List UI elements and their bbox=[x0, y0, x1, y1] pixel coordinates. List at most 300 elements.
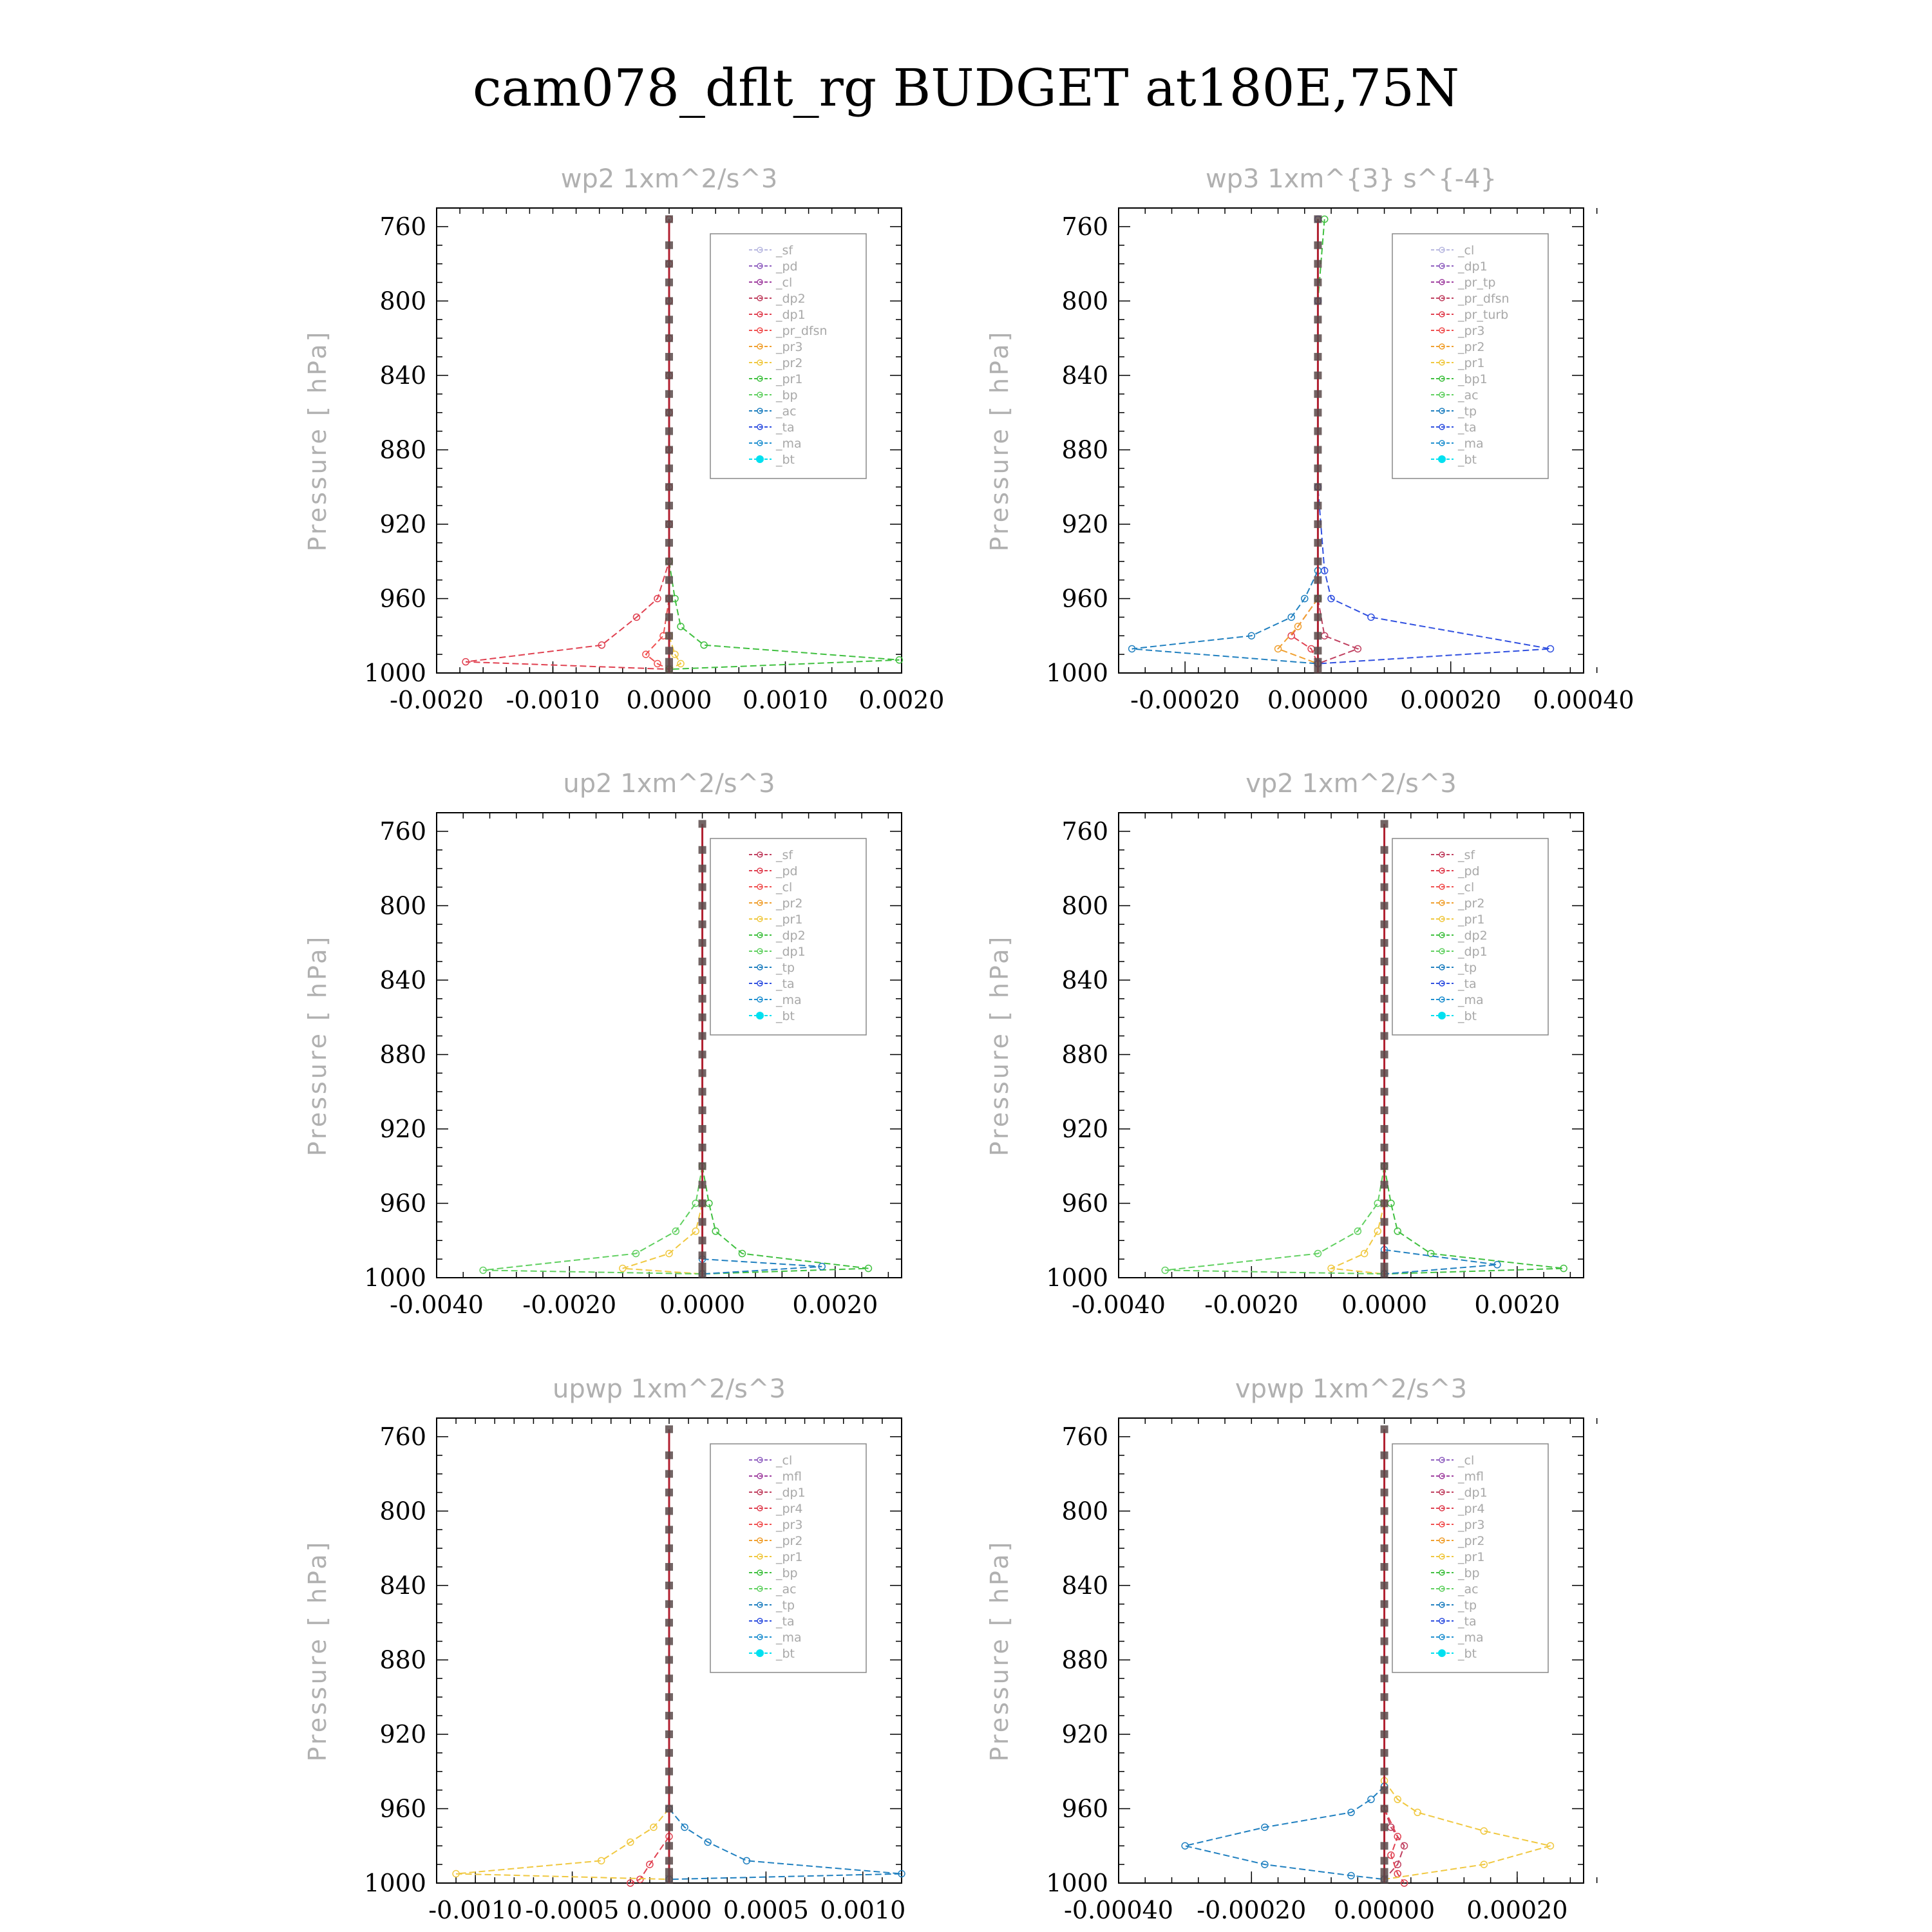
stacked-marker bbox=[699, 1032, 706, 1040]
stacked-marker bbox=[1381, 1452, 1388, 1459]
stacked-marker bbox=[699, 1270, 706, 1278]
stacked-marker bbox=[665, 1674, 673, 1682]
stacked-marker bbox=[665, 464, 673, 472]
y-tick-label: 880 bbox=[1061, 435, 1108, 464]
stacked-marker bbox=[1381, 820, 1388, 828]
stacked-marker bbox=[665, 539, 673, 547]
series-line-pr1 bbox=[1385, 1781, 1551, 1879]
y-tick-label: 760 bbox=[1061, 212, 1108, 241]
chart-panel-2 bbox=[985, 164, 1634, 714]
y-tick-label: 1000 bbox=[1046, 659, 1108, 687]
legend-marker bbox=[1438, 1649, 1446, 1657]
stacked-marker bbox=[665, 215, 673, 223]
stacked-marker bbox=[1381, 1106, 1388, 1114]
x-tick-label: 0.0010 bbox=[743, 686, 828, 714]
legend-label: _pr1 bbox=[776, 372, 803, 386]
stacked-marker bbox=[1314, 390, 1321, 398]
stacked-marker bbox=[1381, 1875, 1388, 1883]
series-point-tp bbox=[1368, 1796, 1374, 1803]
stacked-marker bbox=[699, 1199, 706, 1207]
stacked-marker bbox=[699, 1088, 706, 1095]
legend-label: _bt bbox=[1458, 1009, 1477, 1023]
legend-label: _dp2 bbox=[776, 292, 806, 306]
legend-label: _bt bbox=[776, 1647, 795, 1661]
legend-label: _pr2 bbox=[776, 356, 803, 370]
stacked-marker bbox=[665, 558, 673, 565]
stacked-marker bbox=[699, 976, 706, 984]
stacked-marker bbox=[665, 428, 673, 435]
legend-label: _pr_tp bbox=[1458, 276, 1496, 290]
legend-label: _ta bbox=[776, 977, 795, 991]
stacked-marker bbox=[1381, 1749, 1388, 1757]
stacked-marker bbox=[665, 1786, 673, 1794]
legend-label: _cl bbox=[776, 880, 793, 895]
legend-label: _pr2 bbox=[1458, 896, 1485, 911]
stacked-marker bbox=[665, 446, 673, 453]
legend-label: _tp bbox=[776, 961, 795, 975]
y-tick-label: 800 bbox=[1061, 891, 1108, 920]
stacked-marker bbox=[1381, 1014, 1388, 1021]
stacked-marker bbox=[1314, 647, 1321, 654]
stacked-marker bbox=[665, 1638, 673, 1645]
stacked-marker bbox=[665, 1489, 673, 1497]
series-line-pr_dfsn bbox=[1318, 599, 1358, 664]
legend-label: _pr3 bbox=[776, 340, 803, 354]
stacked-marker bbox=[665, 1507, 673, 1515]
x-tick-label: 0.00000 bbox=[1267, 686, 1368, 714]
y-tick-label: 880 bbox=[379, 435, 426, 464]
x-tick-label: 0.0010 bbox=[820, 1896, 906, 1924]
y-tick-label: 840 bbox=[379, 361, 426, 390]
panel-title: vp2 1xm^2/s^3 bbox=[1245, 769, 1457, 799]
x-tick-label: -0.0020 bbox=[390, 686, 484, 714]
y-axis-label: Pressure [ hPa] bbox=[985, 1539, 1014, 1762]
legend-marker bbox=[1438, 1012, 1446, 1019]
y-axis-label: Pressure [ hPa] bbox=[303, 934, 332, 1157]
stacked-marker bbox=[1381, 846, 1388, 854]
panel-title: upwp 1xm^2/s^3 bbox=[553, 1374, 786, 1404]
stacked-marker bbox=[699, 1125, 706, 1133]
x-tick-label: 0.0005 bbox=[723, 1896, 809, 1924]
y-tick-label: 1000 bbox=[1046, 1264, 1108, 1292]
stacked-marker bbox=[1314, 632, 1321, 639]
stacked-marker bbox=[699, 920, 706, 928]
stacked-marker bbox=[1381, 1050, 1388, 1058]
legend-label: _pr1 bbox=[776, 913, 803, 927]
stacked-marker bbox=[699, 1069, 706, 1077]
stacked-marker bbox=[699, 820, 706, 828]
stacked-marker bbox=[1314, 613, 1321, 621]
legend-label: _ta bbox=[1458, 977, 1477, 991]
legend-label: _ac bbox=[1458, 1582, 1479, 1596]
chart-panel-5 bbox=[303, 1374, 905, 1924]
y-tick-label: 920 bbox=[1061, 1719, 1108, 1748]
stacked-marker bbox=[1314, 215, 1321, 223]
stacked-marker bbox=[665, 334, 673, 342]
legend-label: _bp bbox=[776, 388, 798, 402]
stacked-marker bbox=[665, 483, 673, 491]
stacked-marker bbox=[665, 1712, 673, 1719]
stacked-marker bbox=[1381, 1263, 1388, 1271]
x-tick-label: -0.00040 bbox=[1064, 1896, 1173, 1924]
stacked-marker bbox=[1314, 446, 1321, 453]
x-tick-label: 0.0000 bbox=[1341, 1291, 1428, 1319]
series-line-tp bbox=[1185, 1786, 1385, 1879]
legend-marker bbox=[756, 1649, 764, 1657]
x-tick-label: 0.0020 bbox=[858, 686, 945, 714]
legend-label: _bt bbox=[1458, 453, 1477, 467]
legend-label: _dp1 bbox=[776, 308, 806, 322]
stacked-marker bbox=[1314, 483, 1321, 491]
stacked-marker bbox=[699, 1236, 706, 1244]
stacked-marker bbox=[1381, 1088, 1388, 1095]
x-tick-label: -0.0040 bbox=[1072, 1291, 1166, 1319]
y-tick-label: 960 bbox=[379, 1189, 426, 1218]
legend-marker bbox=[756, 1012, 764, 1019]
legend-label: _cl bbox=[1458, 243, 1475, 258]
stacked-marker bbox=[665, 1768, 673, 1776]
y-tick-label: 920 bbox=[379, 1719, 426, 1748]
x-tick-label: 0.00020 bbox=[1400, 686, 1502, 714]
legend-label: _tp bbox=[1458, 1598, 1477, 1613]
stacked-marker bbox=[1314, 558, 1321, 565]
stacked-marker bbox=[1314, 279, 1321, 287]
y-tick-label: 960 bbox=[1061, 1189, 1108, 1218]
stacked-marker bbox=[699, 884, 706, 891]
series-line-pr1 bbox=[669, 562, 899, 669]
stacked-marker bbox=[1381, 1582, 1388, 1589]
stacked-marker bbox=[1381, 1563, 1388, 1571]
series-line-pr1 bbox=[456, 1809, 669, 1880]
stacked-marker bbox=[665, 1730, 673, 1738]
stacked-marker bbox=[665, 1563, 673, 1571]
legend-label: _pr2 bbox=[776, 896, 803, 911]
legend-label: _ta bbox=[1458, 421, 1477, 435]
series-point-pr_dfsn bbox=[1321, 632, 1328, 639]
stacked-marker bbox=[665, 1693, 673, 1701]
y-tick-label: 880 bbox=[379, 1040, 426, 1069]
stacked-marker bbox=[699, 1251, 706, 1259]
stacked-marker bbox=[1314, 594, 1321, 602]
stacked-marker bbox=[1314, 297, 1321, 305]
stacked-marker bbox=[665, 372, 673, 379]
stacked-marker bbox=[665, 594, 673, 602]
legend-label: _ac bbox=[1458, 388, 1479, 402]
stacked-marker bbox=[665, 353, 673, 361]
series-line-dp2 bbox=[703, 1166, 869, 1274]
stacked-marker bbox=[665, 658, 673, 666]
y-tick-label: 1000 bbox=[364, 1869, 426, 1897]
y-tick-label: 1000 bbox=[1046, 1869, 1108, 1897]
legend-label: _bt bbox=[1458, 1647, 1477, 1661]
x-tick-label: -0.0040 bbox=[390, 1291, 484, 1319]
legend-label: _pr1 bbox=[776, 1550, 803, 1564]
y-tick-label: 960 bbox=[1061, 1794, 1108, 1823]
chart-panel-6 bbox=[985, 1374, 1597, 1924]
legend-label: _bt bbox=[776, 1009, 795, 1023]
series-point-dp1 bbox=[692, 1200, 699, 1206]
stacked-marker bbox=[699, 1181, 706, 1189]
stacked-marker bbox=[699, 939, 706, 947]
legend-label: _pr1 bbox=[1458, 1550, 1485, 1564]
series-line-dp1 bbox=[1165, 1166, 1384, 1274]
stacked-marker bbox=[1381, 1693, 1388, 1701]
stacked-marker bbox=[1381, 939, 1388, 947]
stacked-marker bbox=[1381, 976, 1388, 984]
x-tick-label: -0.00020 bbox=[1130, 686, 1240, 714]
stacked-marker bbox=[1381, 1600, 1388, 1608]
stacked-marker bbox=[699, 1014, 706, 1021]
stacked-marker bbox=[665, 1526, 673, 1533]
legend-label: _pr3 bbox=[776, 1518, 803, 1532]
legend-label: _pr4 bbox=[1458, 1502, 1485, 1516]
stacked-marker bbox=[665, 1470, 673, 1478]
legend-label: _bp bbox=[1458, 1566, 1480, 1580]
x-tick-label: -0.0010 bbox=[506, 686, 600, 714]
x-tick-label: 0.0020 bbox=[792, 1291, 878, 1319]
stacked-marker bbox=[665, 1823, 673, 1831]
y-tick-label: 880 bbox=[1061, 1645, 1108, 1674]
chart-panel-4 bbox=[985, 769, 1584, 1319]
legend-label: _ma bbox=[776, 993, 802, 1007]
y-tick-label: 920 bbox=[379, 1114, 426, 1143]
y-tick-label: 840 bbox=[379, 1571, 426, 1600]
legend-label: _pr3 bbox=[1458, 1518, 1485, 1532]
y-tick-label: 840 bbox=[1061, 1571, 1108, 1600]
legend-label: _dp2 bbox=[1458, 929, 1488, 943]
y-tick-label: 760 bbox=[379, 1422, 426, 1451]
x-tick-label: -0.0020 bbox=[522, 1291, 617, 1319]
series-point-pr1 bbox=[1374, 1228, 1381, 1235]
x-tick-label: 0.0000 bbox=[626, 1896, 712, 1924]
legend-label: _pd bbox=[776, 864, 798, 878]
stacked-marker bbox=[665, 316, 673, 323]
stacked-marker bbox=[1381, 1842, 1388, 1850]
stacked-marker bbox=[665, 1749, 673, 1757]
stacked-marker bbox=[1314, 464, 1321, 472]
y-tick-label: 960 bbox=[379, 584, 426, 613]
stacked-marker bbox=[665, 1619, 673, 1627]
legend-label: _bp bbox=[776, 1566, 798, 1580]
legend-label: _pd bbox=[776, 260, 798, 274]
y-tick-label: 800 bbox=[379, 1497, 426, 1526]
series-line-dp2 bbox=[1385, 1166, 1564, 1274]
y-tick-label: 880 bbox=[379, 1645, 426, 1674]
legend-label: _dp1 bbox=[776, 1486, 806, 1500]
x-tick-label: 0.0000 bbox=[626, 686, 712, 714]
legend-marker bbox=[756, 455, 764, 463]
y-tick-label: 840 bbox=[1061, 965, 1108, 994]
stacked-marker bbox=[665, 502, 673, 509]
stacked-marker bbox=[699, 1106, 706, 1114]
stacked-marker bbox=[665, 260, 673, 268]
legend-label: _sf bbox=[776, 243, 793, 258]
y-tick-label: 920 bbox=[1061, 509, 1108, 538]
panel-title: wp2 1xm^2/s^3 bbox=[560, 164, 778, 194]
legend-label: _ma bbox=[776, 437, 802, 451]
stacked-marker bbox=[1381, 1857, 1388, 1864]
legend-label: _pr_dfsn bbox=[776, 324, 828, 338]
legend-label: _dp1 bbox=[776, 945, 806, 959]
stacked-marker bbox=[1381, 884, 1388, 891]
legend-label: _pr4 bbox=[776, 1502, 803, 1516]
stacked-marker bbox=[665, 390, 673, 398]
y-tick-label: 920 bbox=[1061, 1114, 1108, 1143]
stacked-marker bbox=[1381, 1069, 1388, 1077]
stacked-marker bbox=[699, 902, 706, 909]
legend-label: _ma bbox=[1458, 437, 1484, 451]
stacked-marker bbox=[699, 1162, 706, 1170]
stacked-marker bbox=[1381, 1712, 1388, 1719]
stacked-marker bbox=[1381, 1526, 1388, 1533]
y-tick-label: 1000 bbox=[364, 1264, 426, 1292]
stacked-marker bbox=[665, 1842, 673, 1850]
stacked-marker bbox=[1381, 1730, 1388, 1738]
stacked-marker bbox=[1381, 1868, 1388, 1876]
x-tick-label: -0.0010 bbox=[428, 1896, 523, 1924]
series-line-pr1 bbox=[1331, 1204, 1385, 1274]
legend-label: _pr2 bbox=[776, 1534, 803, 1548]
stacked-marker bbox=[665, 632, 673, 639]
stacked-marker bbox=[665, 1804, 673, 1812]
legend-label: _pr1 bbox=[1458, 913, 1485, 927]
legend-label: _cl bbox=[1458, 1454, 1475, 1468]
chart-panel-1 bbox=[303, 164, 944, 714]
figure-title: cam078_dflt_rg BUDGET at180E,75N bbox=[472, 58, 1460, 118]
y-tick-label: 800 bbox=[1061, 1497, 1108, 1526]
x-tick-label: 0.0000 bbox=[659, 1291, 746, 1319]
legend-label: _dp1 bbox=[1458, 1486, 1488, 1500]
stacked-marker bbox=[1314, 576, 1321, 584]
stacked-marker bbox=[1381, 1619, 1388, 1627]
series-line-tp bbox=[1385, 1250, 1497, 1274]
legend-label: _bp1 bbox=[1458, 372, 1488, 386]
stacked-marker bbox=[1381, 1544, 1388, 1552]
y-axis-label: Pressure [ hPa] bbox=[303, 1539, 332, 1762]
stacked-marker bbox=[665, 1600, 673, 1608]
stacked-marker bbox=[699, 1263, 706, 1271]
legend-label: _pr_dfsn bbox=[1458, 292, 1510, 306]
legend-label: _ma bbox=[776, 1631, 802, 1645]
stacked-marker bbox=[665, 409, 673, 417]
series-point-pr1 bbox=[692, 1228, 699, 1235]
stacked-marker bbox=[665, 1452, 673, 1459]
legend-label: _bt bbox=[776, 453, 795, 467]
y-tick-label: 960 bbox=[1061, 584, 1108, 613]
y-tick-label: 800 bbox=[1061, 287, 1108, 316]
legend-label: _dp1 bbox=[1458, 945, 1488, 959]
stacked-marker bbox=[1314, 409, 1321, 417]
legend-label: _tp bbox=[1458, 404, 1477, 419]
stacked-marker bbox=[1381, 1218, 1388, 1226]
legend-label: _dp2 bbox=[776, 929, 806, 943]
stacked-marker bbox=[1314, 520, 1321, 528]
stacked-marker bbox=[1314, 502, 1321, 509]
legend-label: _sf bbox=[1458, 848, 1475, 862]
stacked-marker bbox=[1314, 539, 1321, 547]
y-axis-label: Pressure [ hPa] bbox=[985, 934, 1014, 1157]
stacked-marker bbox=[665, 1544, 673, 1552]
stacked-marker bbox=[1314, 665, 1321, 673]
stacked-marker bbox=[1314, 428, 1321, 435]
stacked-marker bbox=[1314, 372, 1321, 379]
legend-label: _pr2 bbox=[1458, 1534, 1485, 1548]
stacked-marker bbox=[1381, 1507, 1388, 1515]
x-tick-label: -0.00020 bbox=[1197, 1896, 1307, 1924]
legend-label: _pr2 bbox=[1458, 340, 1485, 354]
stacked-marker bbox=[1381, 1199, 1388, 1207]
stacked-marker bbox=[1381, 1425, 1388, 1433]
y-axis-label: Pressure [ hPa] bbox=[303, 329, 332, 552]
y-tick-label: 760 bbox=[379, 817, 426, 846]
y-tick-label: 840 bbox=[1061, 361, 1108, 390]
legend-label: _ta bbox=[776, 421, 795, 435]
stacked-marker bbox=[665, 520, 673, 528]
stacked-marker bbox=[699, 958, 706, 965]
y-tick-label: 840 bbox=[379, 965, 426, 994]
stacked-marker bbox=[665, 1582, 673, 1589]
y-tick-label: 760 bbox=[1061, 1422, 1108, 1451]
stacked-marker bbox=[1381, 1251, 1388, 1259]
stacked-marker bbox=[1314, 242, 1321, 249]
x-tick-label: -0.0005 bbox=[525, 1896, 620, 1924]
legend-label: _ma bbox=[1458, 993, 1484, 1007]
stacked-marker bbox=[699, 846, 706, 854]
y-tick-label: 960 bbox=[379, 1794, 426, 1823]
legend-label: _ta bbox=[1458, 1615, 1477, 1629]
legend-label: _sf bbox=[776, 848, 793, 862]
y-tick-label: 760 bbox=[1061, 817, 1108, 846]
x-tick-label: -0.0020 bbox=[1204, 1291, 1299, 1319]
stacked-marker bbox=[1381, 1804, 1388, 1812]
stacked-marker bbox=[1381, 1125, 1388, 1133]
stacked-marker bbox=[699, 1050, 706, 1058]
y-tick-label: 920 bbox=[379, 509, 426, 538]
y-tick-label: 800 bbox=[379, 287, 426, 316]
stacked-marker bbox=[1381, 1032, 1388, 1040]
stacked-marker bbox=[699, 1218, 706, 1226]
x-tick-label: 0.00020 bbox=[1466, 1896, 1568, 1924]
chart-panel-3 bbox=[303, 769, 902, 1319]
stacked-marker bbox=[665, 297, 673, 305]
y-tick-label: 880 bbox=[1061, 1040, 1108, 1069]
y-tick-label: 1000 bbox=[364, 659, 426, 687]
series-point-dp1 bbox=[1374, 1200, 1381, 1206]
y-tick-label: 760 bbox=[379, 212, 426, 241]
stacked-marker bbox=[1381, 1144, 1388, 1151]
stacked-marker bbox=[1314, 658, 1321, 666]
legend-label: _dp1 bbox=[1458, 260, 1488, 274]
legend-label: _tp bbox=[776, 1598, 795, 1613]
panel-title: vpwp 1xm^2/s^3 bbox=[1235, 1374, 1468, 1404]
stacked-marker bbox=[1381, 1489, 1388, 1497]
stacked-marker bbox=[1381, 1236, 1388, 1244]
y-axis-label: Pressure [ hPa] bbox=[985, 329, 1014, 552]
stacked-marker bbox=[665, 1868, 673, 1876]
stacked-marker bbox=[1381, 920, 1388, 928]
series-line-dp1 bbox=[483, 1166, 702, 1274]
series-line-tp bbox=[669, 1809, 902, 1880]
stacked-marker bbox=[665, 1857, 673, 1864]
stacked-marker bbox=[1381, 1674, 1388, 1682]
stacked-marker bbox=[1381, 902, 1388, 909]
stacked-marker bbox=[1381, 1162, 1388, 1170]
stacked-marker bbox=[1381, 1823, 1388, 1831]
stacked-marker bbox=[1381, 1656, 1388, 1663]
legend-label: _pd bbox=[1458, 864, 1480, 878]
stacked-marker bbox=[665, 279, 673, 287]
stacked-marker bbox=[1381, 1786, 1388, 1794]
